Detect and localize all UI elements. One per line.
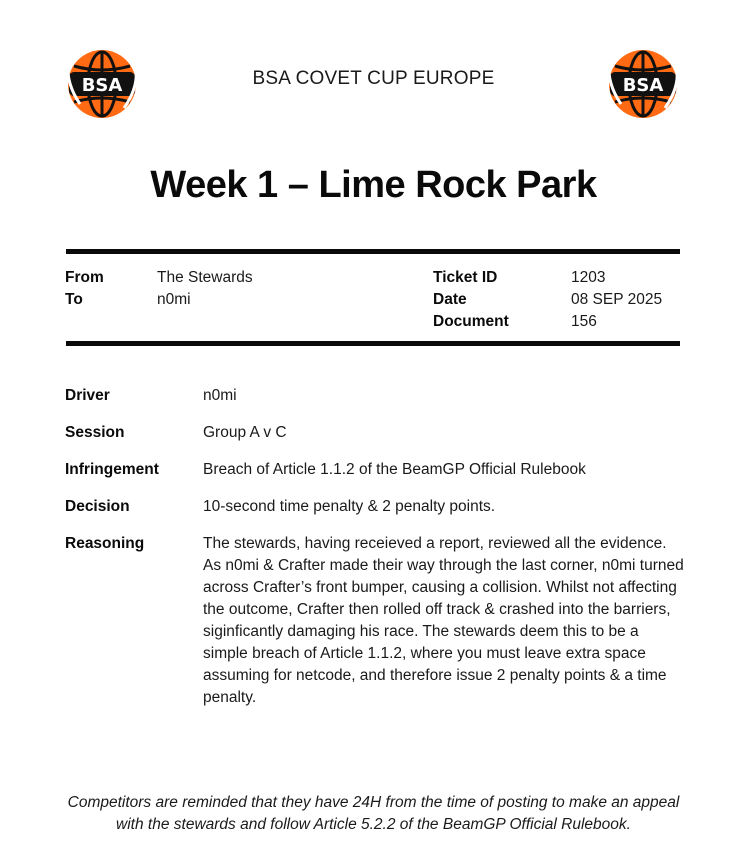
- session-row: [65, 422, 685, 444]
- meta-document-row: [433, 311, 662, 333]
- session-label: Session: [65, 424, 125, 441]
- from-value: The Stewards: [157, 269, 253, 286]
- ticket-id-label: Ticket ID: [433, 269, 498, 286]
- infringement-value: Breach of Article 1.1.2 of the BeamGP Official Rulebook: [203, 461, 586, 478]
- meta-ticket-row: [433, 267, 662, 289]
- reasoning-value: The stewards, having receieved a report, reviewed all the evidence. As n0mi & Crafter made their way through the last corner, n0mi turned across Crafter’s front bumper, causing a collision. Whilst not affecting the outcome, Crafter then rolled off track & crashed into the barriers, siginficantly damaging his race. The stewards deem this to be a simple breach of Article 1.1.2, where you must leave extra space assuming for netcode, and therefore issue 2 penalty points & a time penalty.: [203, 535, 684, 706]
- date-label: Date: [433, 291, 467, 308]
- driver-label: Driver: [65, 387, 110, 404]
- reasoning-label: Reasoning: [65, 535, 145, 552]
- globe-logo-icon: [605, 48, 681, 120]
- divider-top: [66, 249, 680, 254]
- decision-details: [65, 385, 685, 724]
- meta-to-row: [65, 289, 253, 311]
- competition-title: BSA COVET CUP EUROPE: [252, 68, 495, 89]
- meta-from-to: [65, 267, 253, 311]
- from-label: From: [65, 269, 104, 286]
- document-value: 156: [571, 313, 597, 330]
- to-value: n0mi: [157, 291, 191, 308]
- bsa-logo-right: [605, 48, 681, 120]
- date-value: 08 SEP 2025: [571, 291, 663, 308]
- reasoning-row: [65, 533, 685, 709]
- appeal-notice: Competitors are reminded that they have 24H from the time of posting to make an appeal with the stewards and follow Article 5.2.2 of the BeamGP Official Rulebook.: [67, 794, 680, 833]
- page-title: Week 1 – Lime Rock Park: [150, 164, 597, 206]
- infringement-label: Infringement: [65, 461, 159, 478]
- driver-value: n0mi: [203, 387, 237, 404]
- decision-label: Decision: [65, 498, 130, 515]
- driver-row: [65, 385, 685, 407]
- decision-value: 10-second time penalty & 2 penalty points.: [203, 498, 496, 515]
- to-label: To: [65, 291, 83, 308]
- session-value: Group A v C: [203, 424, 287, 441]
- logo-text: BSA: [622, 75, 664, 96]
- document-label: Document: [433, 313, 509, 330]
- meta-from-row: [65, 267, 253, 289]
- logo-text: BSA: [81, 75, 123, 96]
- meta-ticket: [433, 267, 662, 333]
- meta-date-row: [433, 289, 662, 311]
- infringement-row: [65, 459, 685, 481]
- divider-bottom: [66, 341, 680, 346]
- decision-row: [65, 496, 685, 518]
- ticket-id-value: 1203: [571, 269, 606, 286]
